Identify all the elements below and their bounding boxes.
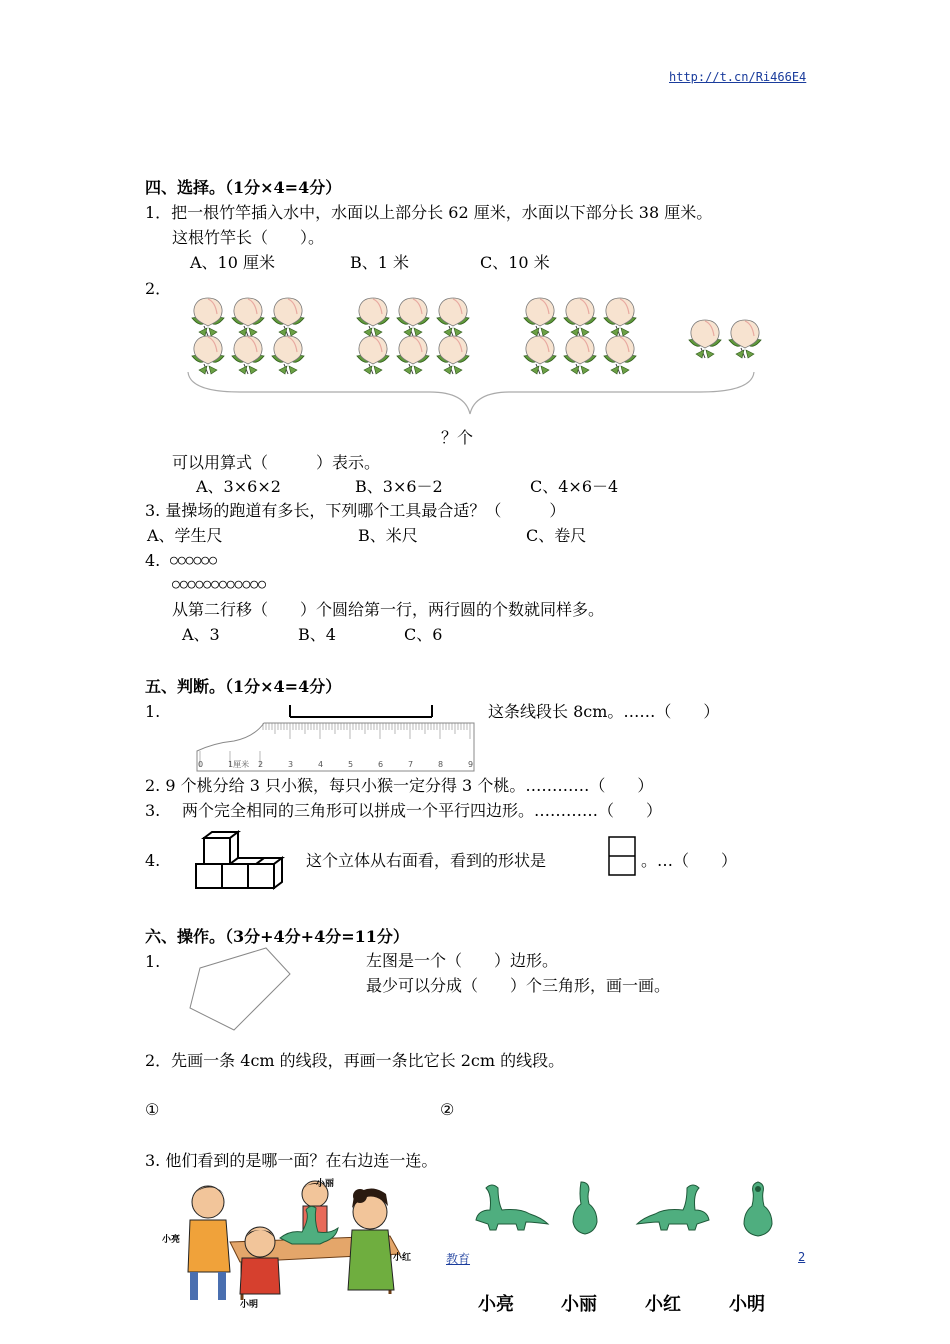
footer-left-link[interactable]: 教育 [446,1252,471,1266]
q4-1-option-c: C、10 米 [480,253,550,272]
measured-segment [290,705,432,717]
dino-view-4 [738,1180,778,1238]
q5-1-number: 1. [145,702,161,721]
q6-2-mark-2: ② [440,1100,455,1119]
q4-3-line: 3. 量操场的跑道有多长，下列哪个工具最合适？（ ） [145,501,566,520]
ruler-tick-label: 0 [198,760,204,769]
dino-view-2 [565,1180,605,1236]
ruler-tick-label: 8 [438,760,444,769]
q4-1-line1: 1．把一根竹竿插入水中，水面以上部分长 62 厘米，水面以下部分长 38 厘米。 [145,203,713,222]
q4-1-option-a: A、10 厘米 [190,253,276,272]
right-view-shape [607,835,637,877]
ruler-tick-label: 9 [468,760,474,769]
q6-1-number: 1. [145,952,161,971]
q4-4-option-a: A、3 [182,625,220,644]
q6-3-line: 3. 他们看到的是哪一面？在右边连一连。 [145,1151,438,1170]
q4-2-number: 2． [145,279,172,298]
q4-3-option-c: C、卷尺 [526,526,587,545]
cubes-figure [194,830,286,890]
brace [188,372,754,414]
q5-3-number: 3. [145,801,161,820]
name-xiaoli: 小丽 [561,1294,597,1315]
q4-2-option-c: C、4×6－4 [530,477,619,496]
ruler-tick-label: 3 [288,760,294,769]
hexagon-figure [184,946,294,1034]
scene-label-xiaohong: 小红 [393,1253,412,1263]
ruler-tick-label: 2 [258,760,264,769]
section-6-title: 六、操作。（3分+4分+4分=11分） [145,927,409,946]
name-xiaohong: 小红 [645,1294,681,1315]
q6-2-line: 2．先画一条 4cm 的线段，再画一条比它长 2cm 的线段。 [145,1051,565,1070]
dino-view-3 [635,1180,715,1232]
q4-1-option-b: B、1 米 [350,253,410,272]
q4-4-option-c: C、6 [404,625,443,644]
q5-4-text: 这个立体从右面看，看到的形状是 [306,851,547,870]
q5-4-number: 4. [145,851,161,870]
q4-4-circles-row1: ○○○○○○ [170,553,217,568]
q5-2-text: 2. 9 个桃分给 3 只小猴，每只小猴一定分得 3 个桃。…………（ ） [145,776,654,795]
header-url-link[interactable]: http://t.cn/Ri466E4 [669,70,807,84]
q4-3-option-a: A、学生尺 [147,526,223,545]
q4-4-option-b: B、4 [298,625,336,644]
ruler-tick-label: 6 [378,760,384,769]
scene-label-xiaoliang: 小亮 [162,1235,181,1245]
peach-group-3 [524,298,636,374]
section-5-title: 五、判断。（1分×4=4分） [145,677,342,696]
q4-1-line2: 这根竹竿长（ ）。 [172,228,325,247]
footer-page-number[interactable]: 2 [798,1250,806,1264]
q4-4-number: 4. [145,551,161,570]
q4-4-circles-row2: ○○○○○○○○○○○○ [172,577,266,592]
scene-label-xiaoming: 小明 [240,1300,259,1310]
q5-3-text: 两个完全相同的三角形可以拼成一个平行四边形。…………（ ） [182,801,663,820]
peach-group-1 [192,298,304,374]
q4-2-line: 可以用算式（ ）表示。 [172,453,381,472]
q6-2-mark-1: ① [145,1100,160,1119]
q5-1-text: 这条线段长 8cm。……（ ） [488,702,720,721]
children-scene [160,1172,425,1312]
peaches-illustration [180,288,770,428]
q4-2-option-b: B、3×6－2 [355,477,443,496]
q6-1-line2: 最少可以分成（ ）个三角形，画一画。 [366,976,671,995]
name-xiaoliang: 小亮 [478,1294,514,1315]
name-xiaoming: 小明 [729,1294,765,1315]
dino-view-1 [470,1180,550,1232]
q6-1-line1: 左图是一个（ ）边形。 [366,951,559,970]
ruler-tick-label: 4 [318,760,324,769]
ruler-tick-label: 1厘米 [228,760,250,769]
ruler-tick-label: 7 [408,760,414,769]
q4-2-option-a: A、3×6×2 [196,477,281,496]
q4-4-line: 从第二行移（ ）个圆给第一行，两行圆的个数就同样多。 [172,600,605,619]
q4-3-option-b: B、米尺 [358,526,418,545]
q4-2-total-label: ？个 [441,428,474,447]
peach-group-2 [357,298,469,374]
scene-label-xiaoli: 小丽 [316,1179,335,1189]
peach-group-4 [689,320,761,358]
q5-4-tail: 。…（ ） [641,851,738,870]
section-4-title: 四、选择。（1分×4=4分） [145,178,342,197]
ruler-illustration [194,701,480,775]
ruler-tick-label: 5 [348,760,354,769]
